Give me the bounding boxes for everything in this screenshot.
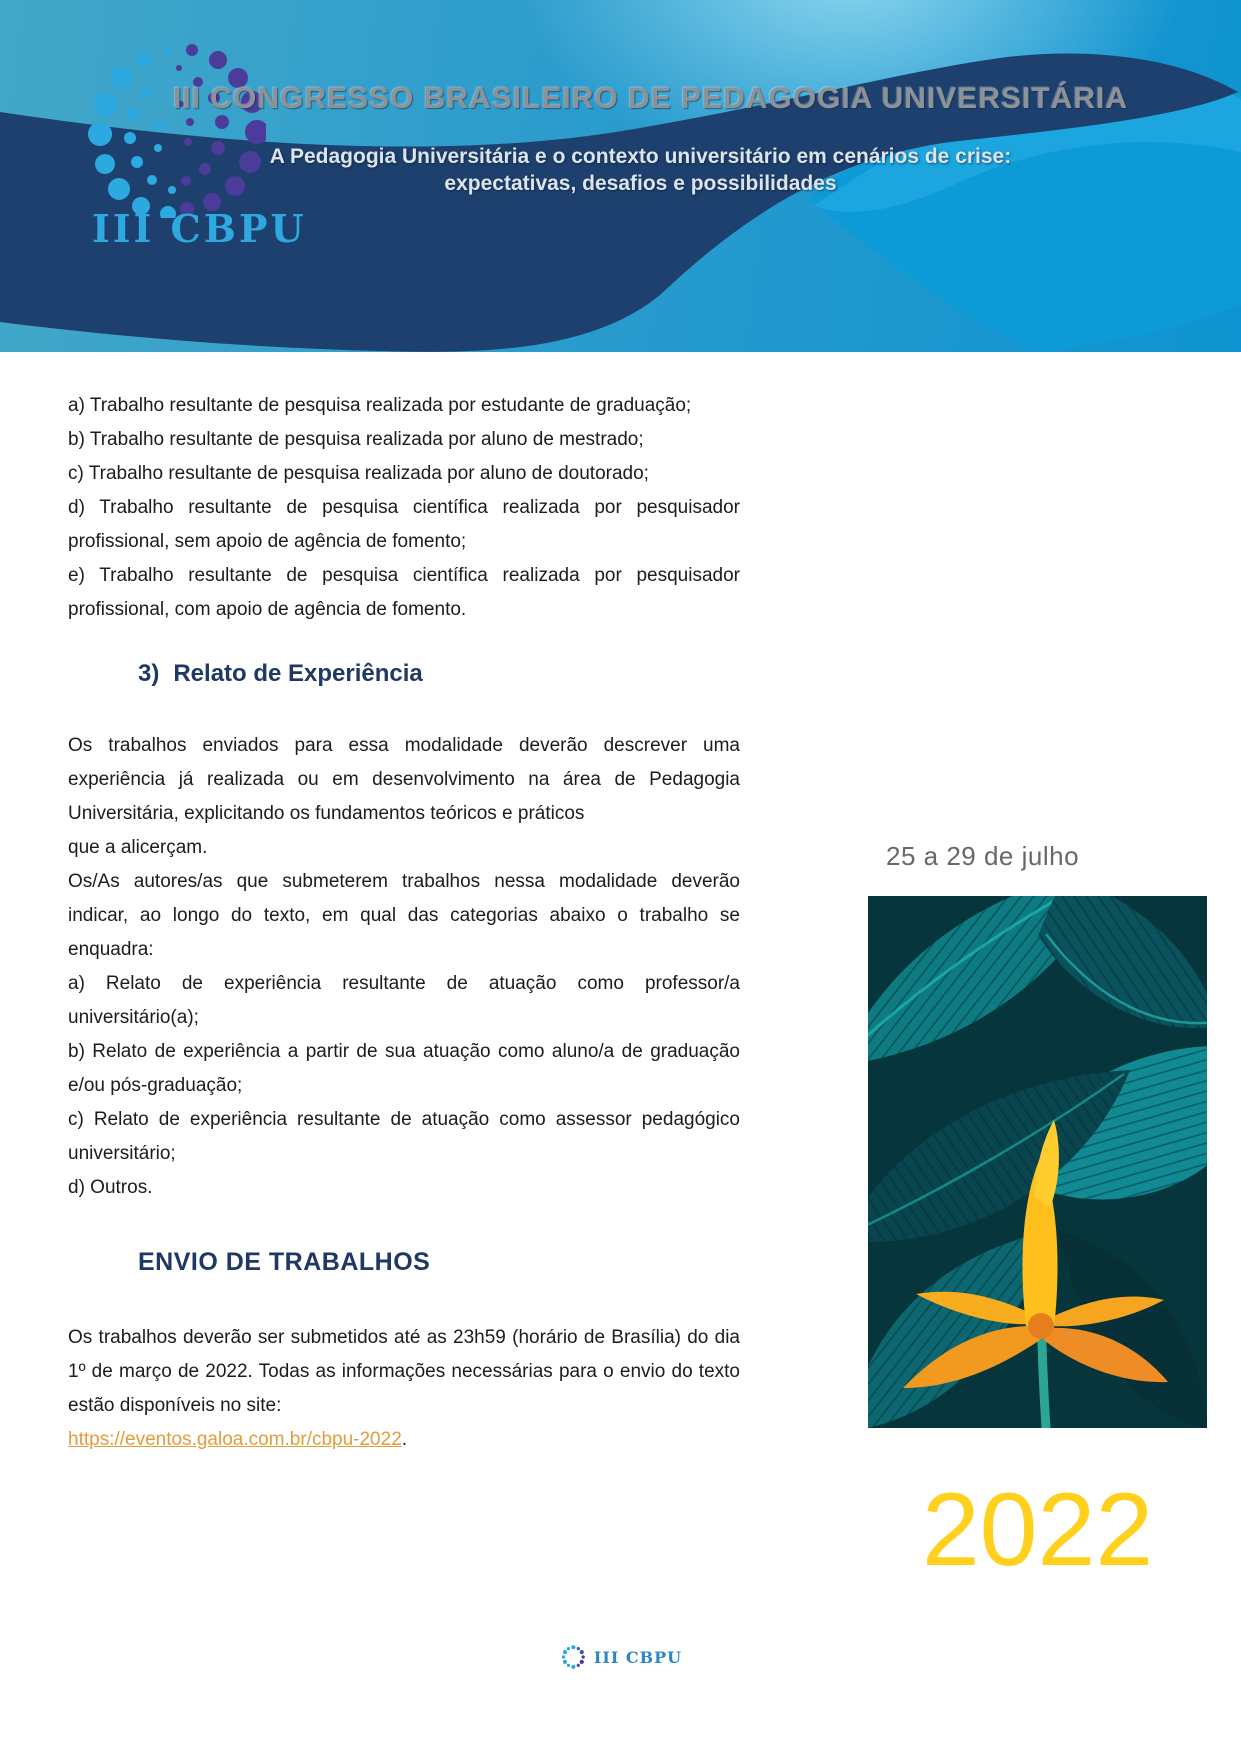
- congress-subtitle-line1: A Pedagogia Universitária e o contexto universitário em cenários de crise:: [269, 145, 1012, 168]
- section-heading-relato: [68, 657, 740, 691]
- relato-item-a: a) Relato de experiência resultante de atuação como professor/a universitário(a);: [68, 973, 740, 1028]
- footer-logo-wordmark: III CBPU: [593, 1647, 683, 1667]
- header-banner: [0, 0, 1241, 352]
- section-number: 3): [138, 660, 160, 687]
- relato-item-b: b) Relato de experiência a partir de sua atuação como aluno/a de graduação e/ou pós-graduação;: [68, 1041, 740, 1096]
- submission-link-line: [68, 1423, 740, 1457]
- header-logo-wordmark: III CBPU: [92, 206, 307, 251]
- event-date-range: 25 a 29 de julho: [886, 841, 1080, 871]
- event-year: 2022: [921, 1472, 1154, 1588]
- pesquisa-item-b: b) Trabalho resultante de pesquisa realizada por aluno de mestrado;: [68, 429, 644, 450]
- section-title: Relato de Experiência: [173, 660, 423, 687]
- relato-item-c: c) Relato de experiência resultante de atuação como assessor pedagógico universitário;: [68, 1109, 740, 1164]
- footer-logo: [559, 1643, 682, 1671]
- congress-title: III CONGRESSO BRASILEIRO DE PEDAGOGIA UNIVERSITÁRIA: [173, 82, 1128, 115]
- pesquisa-item-e: e) Trabalho resultante de pesquisa científica realizada por pesquisador profissional, com apoio de agência de fomento.: [68, 565, 740, 620]
- relato-item-d: d) Outros.: [68, 1177, 153, 1198]
- envio-paragraph: Os trabalhos deverão ser submetidos até as 23h59 (horário de Brasília) do dia 1º de março de 2022. Todas as informações necessárias para o envio do texto estão disponíveis no site:: [68, 1327, 740, 1416]
- tropical-leaves-photo: [868, 896, 1207, 1428]
- link-suffix: .: [401, 1429, 408, 1450]
- section-heading-envio: ENVIO DE TRABALHOS: [138, 1248, 431, 1276]
- pesquisa-item-a: a) Trabalho resultante de pesquisa realizada por estudante de graduação;: [68, 395, 692, 416]
- relato-paragraph-1-continuation: que a alicerçam.: [68, 837, 208, 858]
- pesquisa-item-d: d) Trabalho resultante de pesquisa científica realizada por pesquisador profissional, sem apoio de agência de fomento;: [68, 497, 740, 552]
- main-text-column: [68, 389, 740, 1457]
- relato-paragraph-2: Os/As autores/as que submeterem trabalhos nessa modalidade deverão indicar, ao longo do texto, em qual das categorias abaixo o trabalho se enquadra:: [68, 871, 740, 960]
- footer-dots-logo-icon: [559, 1643, 587, 1671]
- relato-paragraph-1: Os trabalhos enviados para essa modalidade deverão descrever uma experiência já realizada ou em desenvolvimento na área de Pedagogia Universitária, explicitando os fundamentos teóricos e práticos: [68, 735, 740, 824]
- congress-subtitle: [40, 143, 1241, 197]
- submission-site-link[interactable]: https://eventos.galoa.com.br/cbpu-2022: [68, 1429, 402, 1450]
- pesquisa-item-c: c) Trabalho resultante de pesquisa realizada por aluno de doutorado;: [68, 463, 649, 484]
- congress-subtitle-line2: expectativas, desafios e possibilidades: [444, 172, 837, 195]
